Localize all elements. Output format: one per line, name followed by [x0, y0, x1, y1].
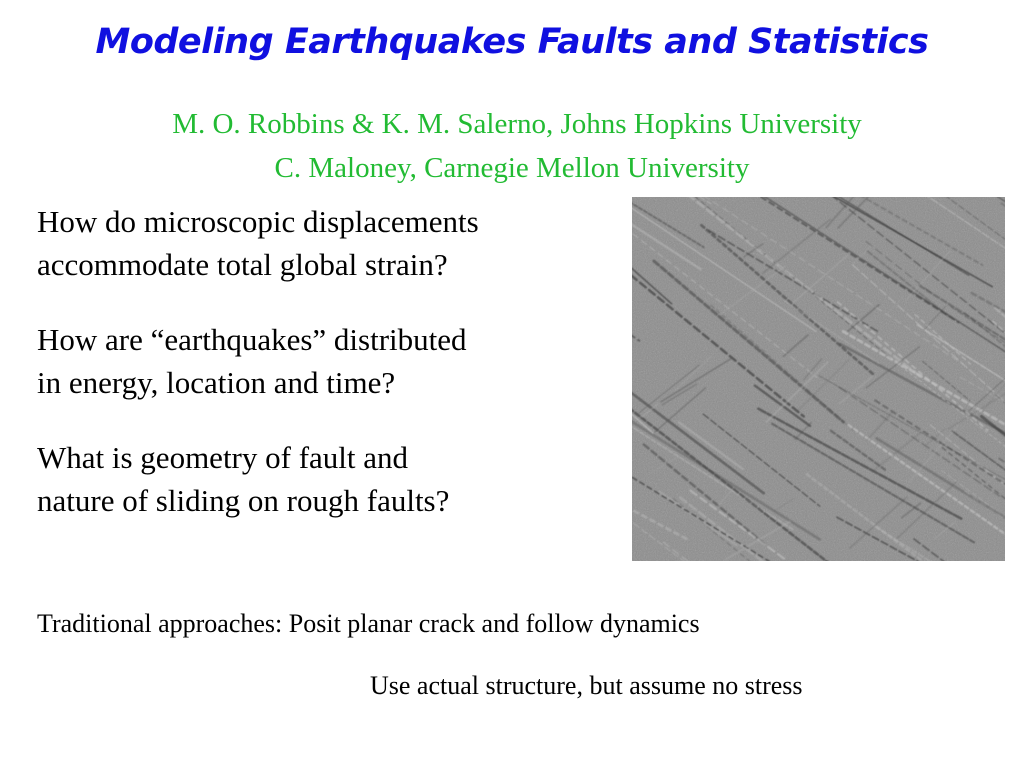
authors-line-2: C. Maloney, Carnegie Mellon University — [274, 152, 750, 184]
question-fault-geometry — [37, 436, 637, 522]
question-earthquakes-line-2: in energy, location and time? — [37, 365, 396, 400]
question-strain-line-2: accommodate total global strain? — [37, 247, 448, 282]
fault-simulation-image — [632, 197, 1005, 561]
question-strain — [37, 200, 637, 286]
fault-strain-texture — [632, 197, 1005, 561]
traditional-approach-note: Traditional approaches: Posit planar crack and follow dynamics — [37, 609, 700, 638]
slide-title: Modeling Earthquakes Faults and Statistics — [95, 22, 929, 62]
question-fault-geometry-line-2: nature of sliding on rough faults? — [37, 483, 450, 518]
question-strain-line-1: How do microscopic displacements — [37, 204, 479, 239]
authors-line-1: M. O. Robbins & K. M. Salerno, Johns Hopkins University — [172, 108, 862, 140]
question-earthquakes-line-1: How are “earthquakes” distributed — [37, 322, 467, 357]
question-earthquakes — [37, 318, 637, 404]
question-fault-geometry-line-1: What is geometry of fault and — [37, 440, 409, 475]
alternative-approach-note: Use actual structure, but assume no stress — [370, 671, 803, 700]
